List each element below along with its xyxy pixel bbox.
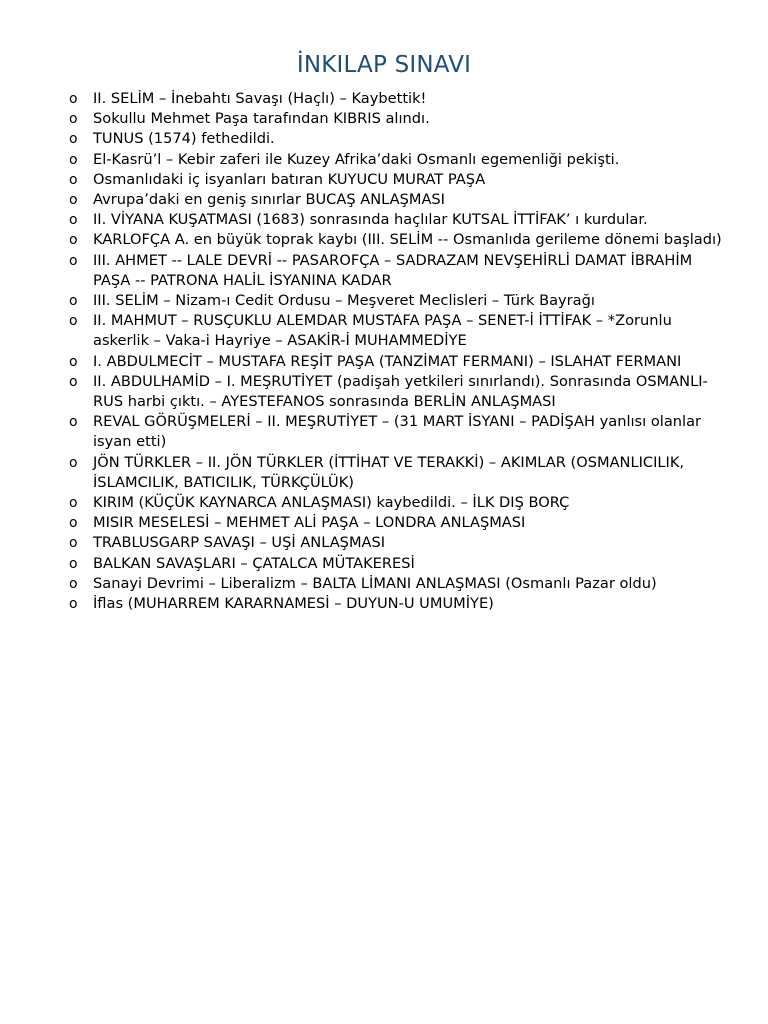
list-item-text: Sokullu Mehmet Paşa tarafından KIBRIS alındı.: [93, 110, 430, 128]
list-item: [0, 129, 768, 149]
list-item-text: II. ABDULHAMİD – I. MEŞRUTİYET (padişah yetkileri sınırlandı). Sonrasında OSMANLI-RUS harbi çıktı. – AYESTEFANOS sonrasında BERLİN ANLAŞMASI: [93, 372, 708, 411]
list-item: [0, 372, 768, 412]
list-item-text: III. AHMET -- LALE DEVRİ -- PASAROFÇA – SADRAZAM NEVŞEHİRLİ DAMAT İBRAHİM PAŞA -- PATRONA HALİL İSYANINA KADAR: [93, 251, 693, 289]
list-item-text: İflas (MUHARREM KARARNAMESİ – DUYUN-U UMUMİYE): [93, 595, 494, 613]
list-item-text: TUNUS (1574) fethedildi.: [93, 130, 275, 148]
list-item: [0, 513, 768, 533]
bullet-icon: o: [69, 91, 78, 107]
bullet-icon: o: [69, 111, 78, 128]
list-item: [0, 453, 768, 493]
list-item: [0, 210, 768, 230]
bullet-icon: o: [69, 596, 78, 613]
list-item-text: Osmanlıdaki iç isyanları batıran KUYUCU MURAT PAŞA: [93, 170, 486, 188]
list-item-text: I. ABDULMECİT – MUSTAFA REŞİT PAŞA (TANZİMAT FERMANI) – ISLAHAT FERMANI: [93, 352, 682, 370]
bullet-icon: o: [69, 373, 78, 390]
list-item-text: BALKAN SAVAŞLARI – ÇATALCA MÜTAKERESİ: [93, 554, 415, 572]
list-item-text: KIRIM (KÜÇÜK KAYNARCA ANLAŞMASI) kaybedildi. – İLK DIŞ BORÇ: [93, 494, 570, 512]
list-item-text: TRABLUSGARP SAVAŞI – UŞİ ANLAŞMASI: [93, 534, 386, 552]
list-item-text: II. MAHMUT – RUSÇUKLU ALEMDAR MUSTAFA PAŞA – SENET-İ İTTİFAK – *Zorunlu askerlik – Vaka-i Hayriye – ASAKİR-İ MUHAMMEDİYE: [93, 312, 672, 350]
bullet-icon: o: [69, 454, 78, 471]
list-item-text: JÖN TÜRKLER – II. JÖN TÜRKLER (İTTİHAT VE TERAKKİ) – AKIMLAR (OSMANLICILIK, İSLAMCILIK, BATICILIK, TÜRKÇÜLÜK): [93, 453, 685, 491]
page-title: İNKILAP SINAVI: [296, 52, 472, 78]
list-item-text: El-Kasrü’l – Kebir zaferi ile Kuzey Afrika’daki Osmanlı egemenliği pekişti.: [93, 150, 620, 168]
list-item-text: Avrupa’daki en geniş sınırlar BUCAŞ ANLAŞMASI: [93, 191, 445, 209]
list-item: [0, 533, 768, 553]
list-item: [0, 493, 768, 513]
bullet-icon: o: [69, 575, 78, 592]
list-item: [0, 109, 768, 129]
bullet-icon: o: [69, 353, 78, 370]
list-item: [0, 170, 768, 190]
list-item: [0, 574, 768, 594]
bullet-icon: o: [69, 252, 78, 269]
list-item: [0, 291, 768, 311]
bullet-icon: o: [69, 171, 78, 188]
bullet-list: [0, 89, 768, 614]
list-item: [0, 190, 768, 210]
list-item-text: II. VİYANA KUŞATMASI (1683) sonrasında haçlılar KUTSAL İTTİFAK’ ı kurdular.: [93, 211, 648, 229]
list-item: [0, 311, 768, 351]
list-item: [0, 251, 768, 291]
bullet-icon: o: [69, 555, 78, 572]
bullet-icon: o: [69, 131, 78, 148]
list-item-text: II. SELİM – İnebahtı Savaşı (Haçlı) – Kaybettik!: [93, 90, 427, 107]
list-item: [0, 230, 768, 250]
bullet-icon: o: [69, 535, 78, 552]
list-item: [0, 554, 768, 574]
list-item-text: KARLOFÇA A. en büyük toprak kaybı (III. SELİM -- Osmanlıda gerileme dönemi başladı): [93, 231, 722, 249]
list-item-text: MISIR MESELESİ – MEHMET ALİ PAŞA – LONDRA ANLAŞMASI: [93, 514, 526, 532]
bullet-icon: o: [69, 232, 78, 249]
bullet-icon: o: [69, 212, 78, 229]
list-item: [0, 412, 768, 452]
list-item: [0, 352, 768, 372]
list-item-text: III. SELİM – Nizam-ı Cedit Ordusu – Meşveret Meclisleri – Türk Bayrağı: [93, 292, 595, 310]
bullet-icon: o: [69, 515, 78, 532]
list-item-text: Sanayi Devrimi – Liberalizm – BALTA LİMANI ANLAŞMASI (Osmanlı Pazar oldu): [93, 574, 657, 592]
list-item: [0, 594, 768, 614]
bullet-icon: o: [69, 151, 78, 168]
bullet-icon: o: [69, 313, 78, 330]
list-item: [0, 150, 768, 170]
bullet-icon: o: [69, 495, 78, 512]
bullet-icon: o: [69, 414, 78, 431]
list-item: [0, 89, 768, 109]
bullet-icon: o: [69, 293, 78, 310]
list-item-text: REVAL GÖRÜŞMELERİ – II. MEŞRUTİYET – (31 MART İSYANI – PADİŞAH yanlısı olanlar isyan etti): [93, 413, 702, 451]
bullet-icon: o: [69, 192, 78, 209]
